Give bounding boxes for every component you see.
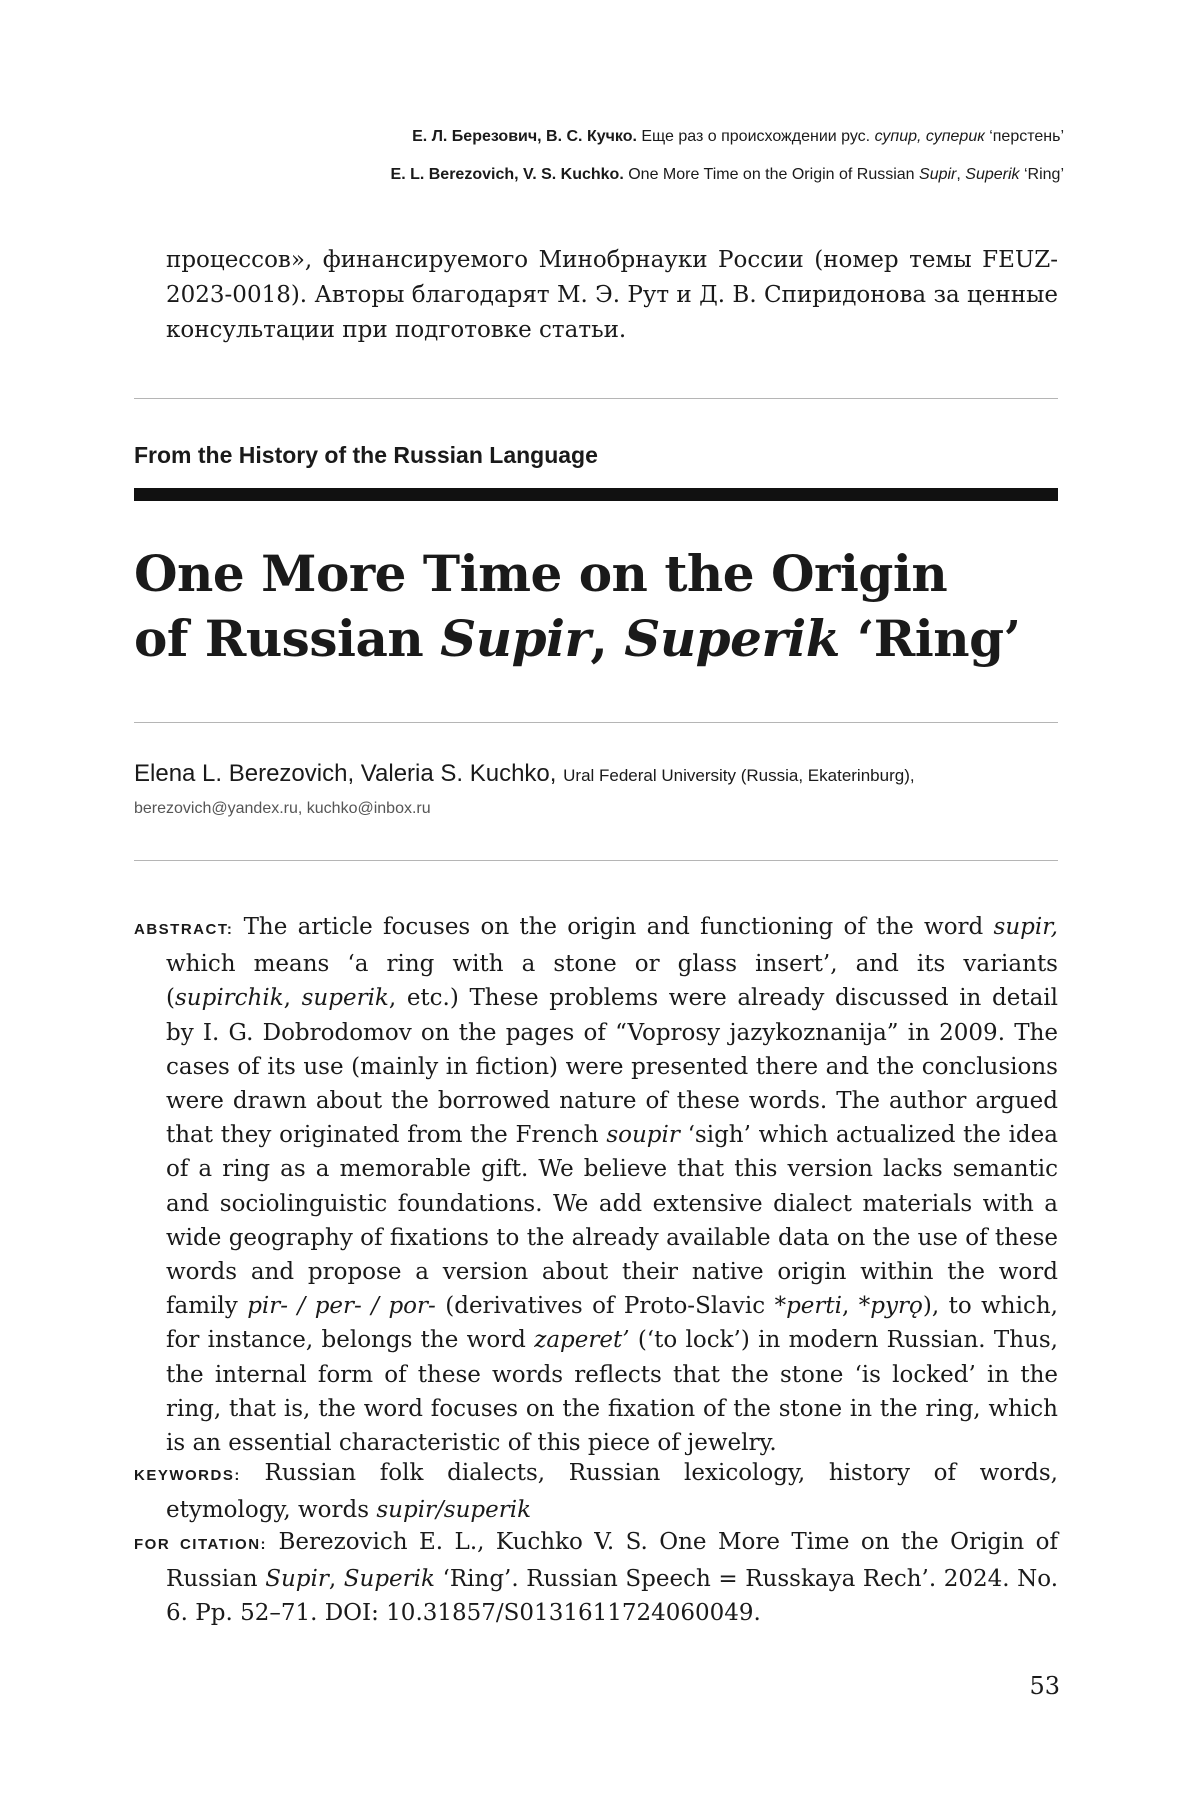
author-emails[interactable]: berezovich@yandex.ru, kuchko@inbox.ru [134, 800, 431, 817]
citation-label: FOR CITATION: [134, 1536, 268, 1553]
divider-title [134, 722, 1058, 723]
funding-note-continued: процессов», финансируемого Минобрнауки России (номер темы FEUZ-2023-0018). Авторы благодарят М. Э. Рут и Д. В. Спиридонова за ценные консультации при подготовке статьи. [166, 247, 1058, 343]
running-head-english: E. L. Berezovich, V. S. Kuchko. One More Time on the Origin of Russian Supir, Superik ‘Ring’ [390, 166, 1064, 183]
keywords: KEYWORDS: Russian folk dialects, Russian lexicology, history of words, etymology, words supir/superik [134, 1460, 1058, 1524]
section-rule [134, 488, 1058, 501]
page-number: 53 [1029, 1672, 1060, 1700]
abstract: ABSTRACT: The article focuses on the origin and functioning of the word supir, which means ‘a ring with a stone or glass insert’, and its variants (supirchik, superik, etc.) These problems were already discussed in detail by I. G. Dobrodomov on the pages of “Voprosy jazykoznanija” in 2009. The cases of its use (mainly in fiction) were presented there and the conclusions were drawn about the borrowed nature of these words. The author argued that they originated from the French soupir ‘sigh’ which actualized the idea of a ring as a memorable gift. We believe that this version lacks semantic and sociolinguistic foundations. We add extensive dialect materials with a wide geography of fixations to the already available data on the use of these words and propose a version about their native origin within the word family pir- / per- / por- (derivatives of Proto-Slavic *perti, *pyrǫ), to which, for instance, belongs the word zaperet’ (‘to lock’) in modern Russian. Thus, the internal form of these words reflects that the stone ‘is locked’ in the ring, that is, the word focuses on the fixation of the stone in the ring, which is an essential characteristic of this piece of jewelry. [134, 914, 1059, 1457]
divider-authors [134, 860, 1058, 861]
author-line [134, 760, 1058, 788]
article-title: One More Time on the Origin of Russian Supir, Superik ‘Ring’ [134, 544, 1021, 668]
running-head-russian: Е. Л. Березович, В. С. Кучко. Еще раз о происхождении рус. супир, суперик ‘перстень’ [412, 128, 1064, 145]
section-label: From the History of the Russian Language [134, 442, 598, 468]
keywords-label: KEYWORDS: [134, 1467, 241, 1484]
citation: FOR CITATION: Berezovich E. L., Kuchko V. S. One More Time on the Origin of Russian Supir, Superik ‘Ring’. Russian Speech = Russkaya Rech’. 2024. No. 6. Pp. 52–71. DOI: 10.31857/S0131611724060049. [134, 1529, 1059, 1627]
abstract-label: ABSTRACT: [134, 921, 234, 938]
author-names: Elena L. Berezovich, Valeria S. Kuchko, [134, 760, 557, 787]
divider-top [134, 398, 1058, 399]
author-affiliation: Ural Federal University (Russia, Ekaterinburg), [563, 766, 915, 785]
